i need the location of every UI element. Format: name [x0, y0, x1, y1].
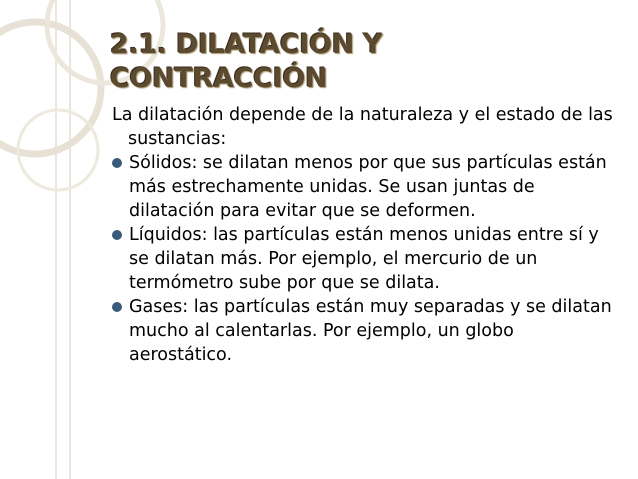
bullet-item-gases	[112, 295, 622, 367]
bullet-text: Líquidos: las partículas están menos unidas entre sí y se dilatan más. Por ejemplo, el mercurio de un termómetro sube por que se dilata.	[129, 225, 599, 293]
bullet-text: Gases: las partículas están muy separadas y se dilatan mucho al calentarlas. Por ejemplo, un globo aerostático.	[129, 297, 612, 365]
bullet-text: Sólidos: se dilatan menos por que sus partículas están más estrechamente unidas. Se usan juntas de dilatación para evitar que se deformen.	[129, 153, 607, 221]
slide-title	[110, 28, 382, 96]
bullet-list	[112, 151, 622, 367]
bullet-item-liquidos	[112, 223, 622, 295]
slide-title-line-2: CONTRACCIÓN	[110, 63, 328, 94]
bullet-dot-icon	[112, 158, 122, 168]
bullet-dot-icon	[112, 230, 122, 240]
slide-body	[112, 103, 622, 367]
intro-paragraph: La dilatación depende de la naturaleza y el estado de las sustancias:	[112, 105, 613, 149]
bullet-item-solidos	[112, 151, 622, 223]
slide-title-line-1: 2.1. DILATACIÓN Y	[110, 29, 383, 60]
bullet-dot-icon	[112, 302, 122, 312]
